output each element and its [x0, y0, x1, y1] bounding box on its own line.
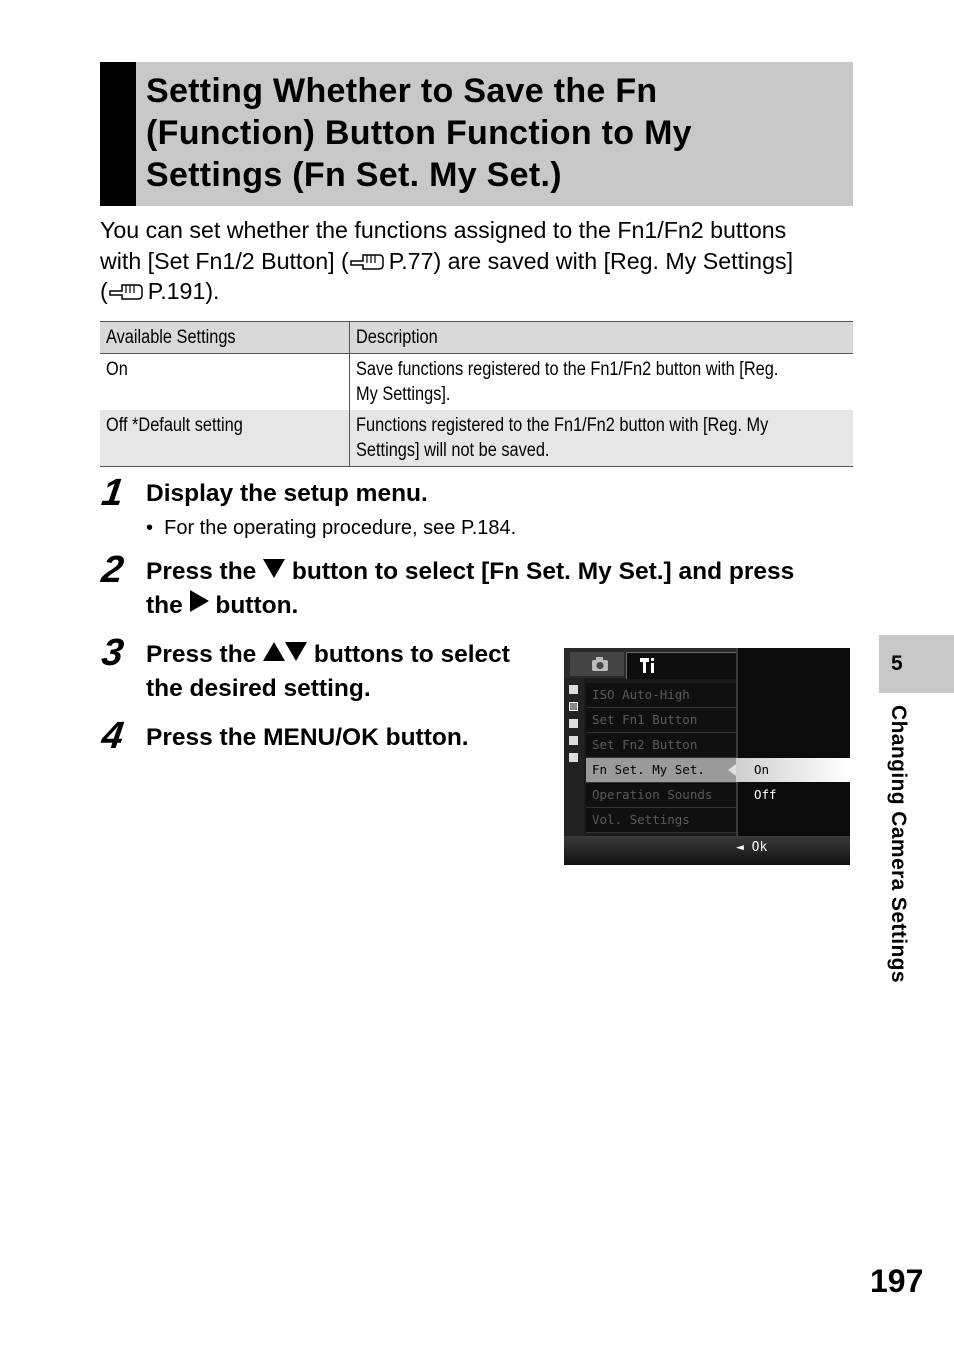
down-arrow-icon	[263, 559, 285, 578]
step-text: Press the	[146, 558, 264, 585]
table-header-row	[100, 322, 853, 354]
bullet-text: For the operating procedure, see P.184.	[164, 517, 517, 539]
right-arrow-icon	[190, 590, 209, 612]
step-text: button.	[208, 592, 299, 619]
option-on: On	[736, 758, 850, 782]
intro-line-3	[100, 276, 860, 307]
step-text: the	[146, 592, 190, 619]
camera-tab	[570, 652, 624, 676]
section-title-banner	[100, 62, 853, 206]
page-dot	[569, 753, 578, 762]
title-accent-bar	[100, 62, 136, 206]
step-1-bullet: • For the operating procedure, see P.184.	[146, 517, 517, 539]
intro-line-1: You can set whether the functions assigned to the Fn1/Fn2 buttons	[100, 217, 787, 243]
intro-text: (	[100, 278, 108, 304]
page-reference-icon	[108, 281, 148, 301]
title-line-3: Settings (Fn Set. My Set.)	[146, 156, 562, 194]
caret-left-icon	[728, 764, 736, 776]
description-cell: Save functions registered to the Fn1/Fn2 button with [Reg. My Settings].	[349, 354, 853, 411]
step-number-1: 1	[99, 472, 127, 514]
page-number: 197	[870, 1263, 924, 1299]
step-number-4: 4	[99, 715, 127, 757]
intro-text: P.77) are saved with [Reg. My Settings]	[388, 247, 794, 274]
settings-table	[100, 321, 853, 467]
step-2-title	[146, 555, 794, 623]
camera-tab-bar	[564, 648, 736, 678]
chapter-label: Changing Camera Settings	[887, 705, 910, 983]
page-dot	[569, 702, 578, 711]
step-text: the desired setting.	[146, 675, 371, 702]
table-row	[100, 410, 853, 467]
menu-item: Set Fn2 Button	[586, 733, 736, 758]
setup-tab	[626, 652, 738, 679]
step-3-title	[146, 638, 510, 706]
option-off: Off	[754, 787, 777, 802]
intro-text: with [Set Fn1/2 Button] (	[100, 247, 349, 274]
camera-footer	[564, 836, 850, 865]
menu-item: Vol. Settings	[586, 808, 736, 833]
description-cell: Functions registered to the Fn1/Fn2 button with [Reg. My Settings] will not be saved.	[349, 410, 853, 467]
setting-cell: Off *Default setting	[100, 410, 349, 467]
title-line-2: (Function) Button Function to My	[146, 114, 692, 152]
down-arrow-icon	[285, 642, 307, 661]
up-arrow-icon	[263, 642, 285, 661]
camera-icon	[570, 652, 624, 676]
step-4-title: Press the MENU/OK button.	[146, 724, 469, 751]
chapter-number: 5	[891, 652, 903, 675]
page-reference-icon	[349, 251, 389, 271]
intro-paragraph	[100, 215, 860, 307]
page-dot	[569, 685, 578, 694]
camera-menu-list	[586, 683, 736, 833]
page-dot	[569, 736, 578, 745]
step-text: Press the	[146, 641, 264, 668]
step-text: buttons to select	[307, 641, 510, 668]
step-number-3: 3	[99, 632, 127, 674]
option-panel	[736, 648, 850, 838]
chapter-tab	[879, 635, 954, 693]
menu-item: Set Fn1 Button	[586, 708, 736, 733]
ok-hint: ◄ Ok	[736, 840, 768, 855]
wrench-icon	[627, 653, 737, 679]
menu-item: Operation Sounds	[586, 783, 736, 808]
header-available-settings: Available Settings	[100, 322, 349, 354]
page-dot	[569, 719, 578, 728]
menu-item-selected: Fn Set. My Set.	[586, 758, 736, 783]
setting-cell: On	[100, 354, 349, 411]
step-1-title: Display the setup menu.	[146, 480, 428, 507]
title-line-1: Setting Whether to Save the Fn	[146, 72, 658, 110]
intro-line-2	[100, 246, 860, 277]
section-title	[146, 70, 846, 196]
header-description: Description	[349, 322, 853, 354]
table-row	[100, 354, 853, 411]
camera-page-indicator	[564, 678, 584, 838]
menu-item: ISO Auto-High	[586, 683, 736, 708]
step-text: button to select [Fn Set. My Set.] and press	[285, 558, 795, 585]
camera-screen	[564, 648, 850, 865]
step-number-2: 2	[99, 549, 127, 591]
intro-text: P.191).	[147, 278, 220, 304]
